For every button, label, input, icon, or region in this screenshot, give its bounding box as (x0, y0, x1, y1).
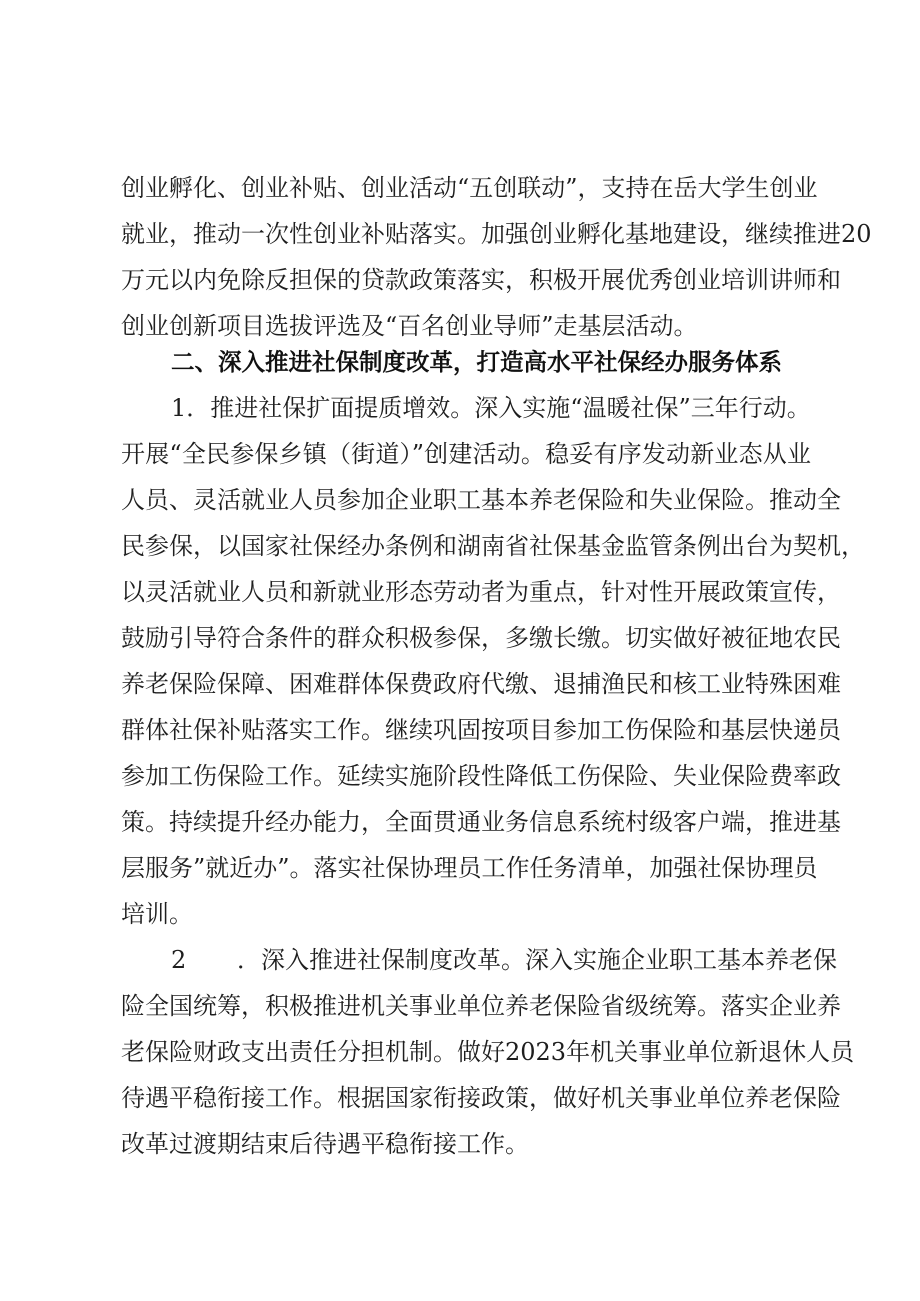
paragraph-2-line-2: 开展“全民参保乡镇（街道）”创建活动。稳妥有序发动新业态从业 (121, 440, 811, 468)
paragraph-2-line-5: 以灵活就业人员和新就业形态劳动者为重点，针对性开展政策宣传， (121, 578, 841, 606)
paragraph-3-line-4: 待遇平稳衔接工作。根据国家衔接政策，做好机关事业单位养老保险 (121, 1084, 841, 1112)
paragraph-2-line-10: 策。持续提升经办能力，全面贯通业务信息系统村级客户端，推进基 (121, 808, 841, 836)
paragraph-2-line-8: 群体社保补贴落实工作。继续巩固按项目参加工伤保险和基层快递员 (121, 716, 841, 744)
paragraph-2-line-12: 培训。 (121, 900, 193, 928)
paragraph-2-line-3: 人员、灵活就业人员参加企业职工基本养老保险和失业保险。推动全 (121, 486, 841, 514)
paragraph-1-line-2: 就业，推动一次性创业补贴落实。加强创业孵化基地建设，继续推进20 (121, 220, 872, 248)
paragraph-1-line-4: 创业创新项目选拔评选及“百名创业导师”走基层活动。 (121, 312, 698, 340)
paragraph-3-line-2: 险全国统筹，积极推进机关事业单位养老保险省级统筹。落实企业养 (121, 992, 841, 1020)
paragraph-3-line-1: ．深入推进社保制度改革。深入实施企业职工基本养老保 (237, 946, 837, 974)
paragraph-1-line-1: 创业孵化、创业补贴、创业活动“五创联动”，支持在岳大学生创业 (121, 174, 818, 202)
paragraph-2-line-9: 参加工伤保险工作。延续实施阶段性降低工伤保险、失业保险费率政 (121, 762, 841, 790)
paragraph-1-line-3: 万元以内免除反担保的贷款政策落实，积极开展优秀创业培训讲师和 (121, 266, 841, 294)
paragraph-3-number: 2 (171, 946, 187, 974)
paragraph-3-line-3: 老保险财政支出责任分担机制。做好2023年机关事业单位新退休人员 (121, 1038, 855, 1066)
paragraph-2-line-6: 鼓励引导符合条件的群众积极参保，多缴长缴。切实做好被征地农民 (121, 624, 841, 652)
paragraph-3-line-5: 改革过渡期结束后待遇平稳衔接工作。 (121, 1130, 529, 1158)
paragraph-2-line-1: 1．推进社保扩面提质增效。深入实施“温暖社保”三年行动。 (171, 394, 811, 422)
section-heading: 二、深入推进社保制度改革，打造高水平社保经办服务体系 (171, 348, 782, 376)
paragraph-2-line-11: 层服务”就近办”。落实社保协理员工作任务清单，加强社保协理员 (121, 854, 818, 882)
paragraph-2-line-7: 养老保险保障、困难群体保费政府代缴、退捕渔民和核工业特殊困难 (121, 670, 841, 698)
paragraph-2-line-4: 民参保，以国家社保经办条例和湖南省社保基金监管条例出台为契机， (121, 532, 865, 560)
